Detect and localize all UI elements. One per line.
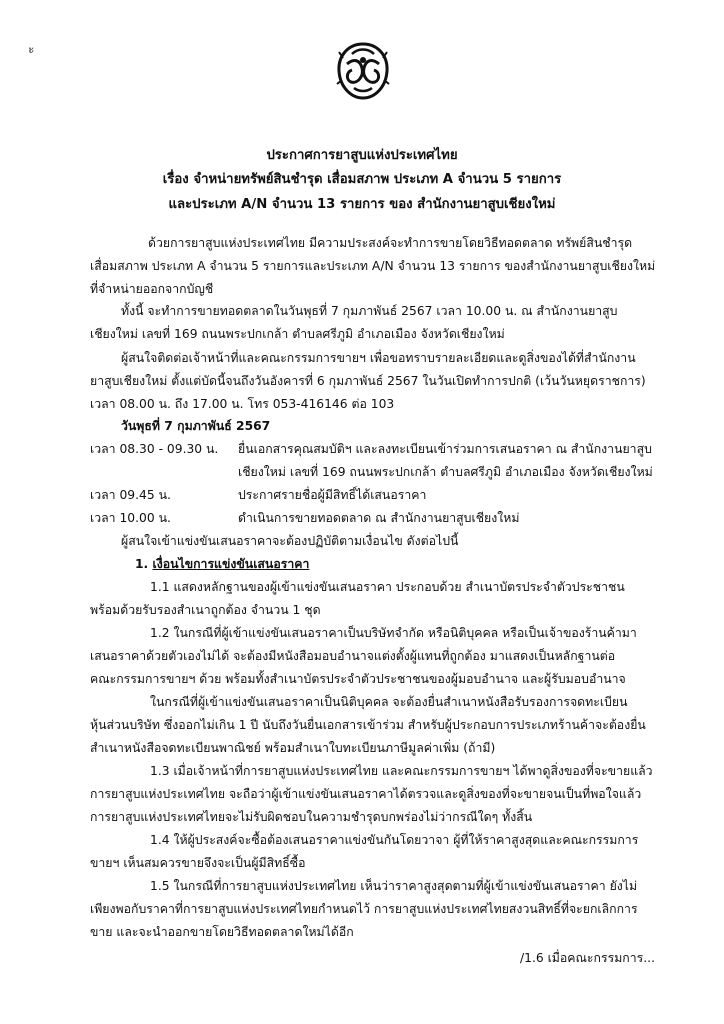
condition-1-2b-line: ในกรณีที่ผู้เข้าแข่งขันเสนอราคาเป็นนิติบุคคล จะต้องยื่นสำเนาหนังสือรับรองการจดทะเบียน [150,695,628,709]
condition-1-4-line: 1.4 ให้ผู้ประสงค์จะซื้อต้องเสนอราคาแข่งขันกันโดยวาจา ผู้ที่ให้ราคาสูงสุดและคณะกรรมการ [150,833,639,847]
auction-line: ทั้งนี้ จะทำการขายทอดตลาดในวันพุธที่ 7 กุมภาพันธ์ 2567 เวลา 10.00 น. ณ สำนักงานยาสูบ [121,304,618,318]
contact-line: เวลา 08.00 น. ถึง 17.00 น. โทร 053-416146 ต่อ 103 [90,397,395,411]
schedule-desc: ประกาศรายชื่อผู้มีสิทธิ์ได้เสนอราคา [238,488,427,502]
schedule-time: เวลา 10.00 น. [90,511,171,525]
intro-line: ด้วยการยาสูบแห่งประเทศไทย มีความประสงค์จะทำการขายโดยวิธีทอดตลาด ทรัพย์สินชำรุด [148,236,633,250]
contact-line: ยาสูบเชียงใหม่ ตั้งแต่บัดนี้จนถึงวันอังคารที่ 6 กุมภาพันธ์ 2567 ในวันเปิดทำการปกติ (เว้นวันหยุดราชการ) [90,374,646,388]
header-subject-cont: และประเภท A/N จำนวน 13 รายการ ของ สำนักงานยาสูบเชียงใหม่ [168,197,556,212]
header-title: ประกาศการยาสูบแห่งประเทศไทย [266,148,458,163]
schedule-desc: ยื่นเอกสารคุณสมบัติฯ และลงทะเบียนเข้าร่วมการเสนอราคา ณ สำนักงานยาสูบ [238,442,652,456]
condition-1-4-line: ขายฯ เห็นสมควรขายจึงจะเป็นผู้มีสิทธิ์ซื้อ [90,856,306,870]
schedule-time: เวลา 08.30 - 09.30 น. [90,442,219,456]
continuation-note: /1.6 เมื่อคณะกรรมการ... [520,951,655,965]
thailand-tobacco-emblem-icon [334,40,392,102]
condition-1-2-line: เสนอราคาด้วยตัวเองไม่ได้ จะต้องมีหนังสือมอบอำนาจแต่งตั้งผู้แทนที่ถูกต้อง มาแสดงเป็นหลักฐานต่อ [90,649,616,663]
condition-1-1-line: พร้อมด้วยรับรองสำเนาถูกต้อง จำนวน 1 ชุด [90,603,321,617]
condition-1-5-line: ขาย และจะนำออกขายโดยวิธีทอดตลาดใหม่ได้อีก [90,925,354,939]
condition-1-5-line: 1.5 ในกรณีที่การยาสูบแห่งประเทศไทย เห็นว่าราคาสูงสุดตามที่ผู้เข้าแข่งขันเสนอราคา ยังไม่ [150,879,638,893]
schedule-date: วันพุธที่ 7 กุมภาพันธ์ 2567 [121,419,271,433]
stray-mark: ะ [28,42,35,56]
condition-1-2b-line: หุ้นส่วนบริษัท ซึ่งออกไม่เกิน 1 ปี นับถึงวันยื่นเอกสารเข้าร่วม สำหรับผู้ประกอบการประเภทร้านค้าจะต้องยื่น [90,718,646,732]
contact-line: ผู้สนใจติดต่อเจ้าหน้าที่และคณะกรรมการขายฯ เพื่อขอทราบรายละเอียดและดูสิ่งของได้ที่สำนักงาน [121,351,636,365]
conditions-heading-num: 1. [135,557,149,571]
condition-1-1-line: 1.1 แสดงหลักฐานของผู้เข้าแข่งขันเสนอราคา ประกอบด้วย สำเนาบัตรประจำตัวประชาชน [150,580,625,594]
intro-line: ที่จำหน่ายออกจากบัญชี [90,282,214,296]
condition-1-2b-line: สำเนาหนังสือจดทะเบียนพาณิชย์ พร้อมสำเนาใบทะเบียนภาษีมูลค่าเพิ่ม (ถ้ามี) [90,741,496,755]
schedule-desc: ดำเนินการขายทอดตลาด ณ สำนักงานยาสูบเชียงใหม่ [238,511,520,525]
schedule-time: เวลา 09.45 น. [90,488,171,502]
header-subject: เรื่อง จำหน่ายทรัพย์สินชำรุด เสื่อมสภาพ ประเภท A จำนวน 5 รายการ [162,172,562,187]
condition-1-5-line: เพียงพอกับราคาที่การยาสูบแห่งประเทศไทยกำหนดไว้ การยาสูบแห่งประเทศไทยสงวนสิทธิ์ที่จะยกเลิกการ [90,902,638,916]
conditions-heading [135,556,309,572]
auction-line: เชียงใหม่ เลขที่ 169 ถนนพระปกเกล้า ตำบลศรีภูมิ อำเภอเมือง จังหวัดเชียงใหม่ [90,327,505,341]
conditions-heading-text: เงื่อนไขการแข่งขันเสนอราคา [152,557,310,571]
intro-line: เสื่อมสภาพ ประเภท A จำนวน 5 รายการและประเภท A/N จำนวน 13 รายการ ของสำนักงานยาสูบเชียงใหม่ [90,259,656,273]
condition-1-2-line: คณะกรรมการขายฯ ด้วย พร้อมทั้งสำเนาบัตรประจำตัวประชาชนของผู้มอบอำนาจ และผู้รับมอบอำนาจ [90,672,626,686]
condition-1-3-line: การยาสูบแห่งประเทศไทย จะถือว่าผู้เข้าแข่งขันเสนอราคาได้ตรวจและดูสิ่งของที่จะขายจนเป็นที่พอใจแล้ว [90,787,642,801]
condition-1-3-line: การยาสูบแห่งประเทศไทยจะไม่รับผิดชอบในความชำรุดบกพร่องไม่ว่ากรณีใดๆ ทั้งสิ้น [90,810,533,824]
condition-1-2-line: 1.2 ในกรณีที่ผู้เข้าแข่งขันเสนอราคาเป็นบริษัทจำกัด หรือนิติบุคคล หรือเป็นเจ้าของร้านค้ามา [150,626,637,640]
schedule-note: ผู้สนใจเข้าแข่งขันเสนอราคาจะต้องปฏิบัติตามเงื่อนไข ดังต่อไปนี้ [121,534,459,548]
schedule-desc: เชียงใหม่ เลขที่ 169 ถนนพระปกเกล้า ตำบลศรีภูมิ อำเภอเมือง จังหวัดเชียงใหม่ [238,465,653,479]
condition-1-3-line: 1.3 เมื่อเจ้าหน้าที่การยาสูบแห่งประเทศไทย และคณะกรรมการขายฯ ได้พาดูสิ่งของที่จะขายแล้ว [150,764,653,778]
